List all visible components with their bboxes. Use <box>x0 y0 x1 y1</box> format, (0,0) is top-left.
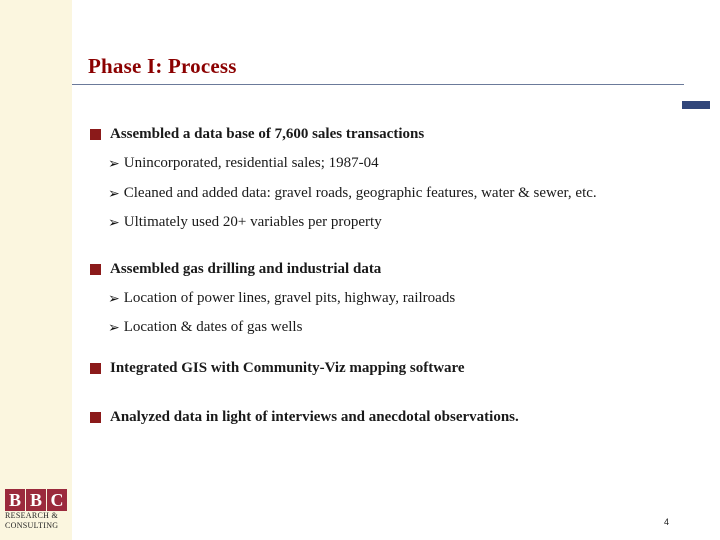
logo-line-1: RESEARCH & <box>5 511 59 520</box>
square-bullet-icon <box>90 264 101 275</box>
arrow-right-icon: ➢ <box>108 214 120 231</box>
bullet-text: Integrated GIS with Community-Viz mapping software <box>110 360 465 376</box>
logo-line-2: CONSULTING <box>5 521 59 530</box>
sub-bullet-item <box>108 185 597 202</box>
bullet-item <box>90 360 465 377</box>
logo-letter: B <box>5 489 25 511</box>
sub-bullet-item <box>108 214 382 231</box>
sub-bullet-text: Ultimately used 20+ variables per property <box>123 214 382 230</box>
page-number: 4 <box>664 517 670 527</box>
bullet-text: Analyzed data in light of interviews and anecdotal observations. <box>110 409 519 425</box>
square-bullet-icon <box>90 129 101 140</box>
company-logo <box>5 489 67 533</box>
square-bullet-icon <box>90 412 101 423</box>
sub-bullet-text: Cleaned and added data: gravel roads, geographic features, water & sewer, etc. <box>123 185 597 201</box>
sub-bullet-item <box>108 319 302 336</box>
sub-bullet-item <box>108 290 455 307</box>
sub-bullet-item <box>108 155 379 172</box>
logo-letter: C <box>47 489 67 511</box>
sub-bullet-text: Location of power lines, gravel pits, highway, railroads <box>123 290 456 306</box>
bullet-item <box>90 126 424 143</box>
arrow-right-icon: ➢ <box>108 319 120 336</box>
arrow-right-icon: ➢ <box>108 155 120 172</box>
square-bullet-icon <box>90 363 101 374</box>
sub-bullet-text: Location & dates of gas wells <box>123 319 303 335</box>
title-divider <box>72 84 684 85</box>
accent-block <box>682 101 710 109</box>
arrow-right-icon: ➢ <box>108 290 120 307</box>
bullet-item <box>90 261 381 278</box>
slide-title: Phase I: Process <box>88 54 237 78</box>
sidebar-band <box>0 0 72 540</box>
bullet-text: Assembled gas drilling and industrial data <box>110 261 382 277</box>
bullet-text: Assembled a data base of 7,600 sales transactions <box>110 126 425 142</box>
sub-bullet-text: Unincorporated, residential sales; 1987-04 <box>123 155 379 171</box>
logo-letter: B <box>26 489 46 511</box>
bullet-item <box>90 409 519 426</box>
arrow-right-icon: ➢ <box>108 185 120 202</box>
